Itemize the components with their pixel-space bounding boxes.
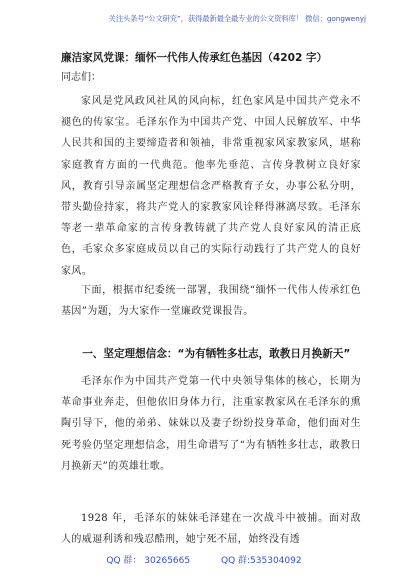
footer-qq-group-2: QQ 群:535304092 xyxy=(220,556,302,566)
header-note: 关注头条号“公文研究”，获得最新最全最专业的公文资料库！ 微信：gongwenyj xyxy=(108,14,366,23)
document-title: 廉洁家风党课：缅怀一代伟人传承红色基因（4202 字） xyxy=(61,52,328,64)
paragraph-1: 家风是党风政风社风的风向标，红色家风是中国共产党永不褪色的传家宝。毛泽东作为中国共产党、中国人民解放军、中华人民共和国的主要缔造者和领袖，非常重视家风家教家风，堪称家庭教育方面的一代典范。他率先垂范、言传身教树立良好家风，教育引导亲属坚定理想信念严格教育子女，办事公私分明，带头勤俭持家，将共产党人的家教家风诠释得淋漓尽致。毛泽东等老一辈革命家的言传身教铸就了共产党人良好家风的清正底色，毛家众多家庭成员以自己的实际行动践行了共产党人的良好家风。 xyxy=(61,96,361,277)
document-body xyxy=(61,50,361,550)
paragraph-2: 下面，根据市纪委统一部署，我围绕“缅怀一代伟人传承红色基因”为题，为大家作一堂廉政党课报告。 xyxy=(61,285,361,318)
greeting: 同志们： xyxy=(61,72,101,83)
footer-qq-group-1: QQ 群： 30265665 xyxy=(106,556,191,566)
section-heading: 一、坚定理想信念：“为有牺牲多壮志，敢教日月换新天” xyxy=(82,348,351,360)
paragraph-4: 1928 年，毛泽东的妹妹毛泽建在一次战斗中被捕。面对敌人的威逼利诱和残忍酷刑，她宁死不屈，始终没有透 xyxy=(61,513,361,546)
paragraph-3: 毛泽东作为中国共产党第一代中央领导集体的核心，长期为革命事业奔走，但他依旧身体力行，注重家教家风在毛泽东的熏陶引导下，他的弟弟、妹妹以及妻子纷纷投身革命，他们面对生死考验仍坚定理想信念，用生命谱写了“为有牺牲多壮志，敢教日月换新天”的英雄壮歌。 xyxy=(61,376,361,472)
footer-contact xyxy=(0,553,408,566)
